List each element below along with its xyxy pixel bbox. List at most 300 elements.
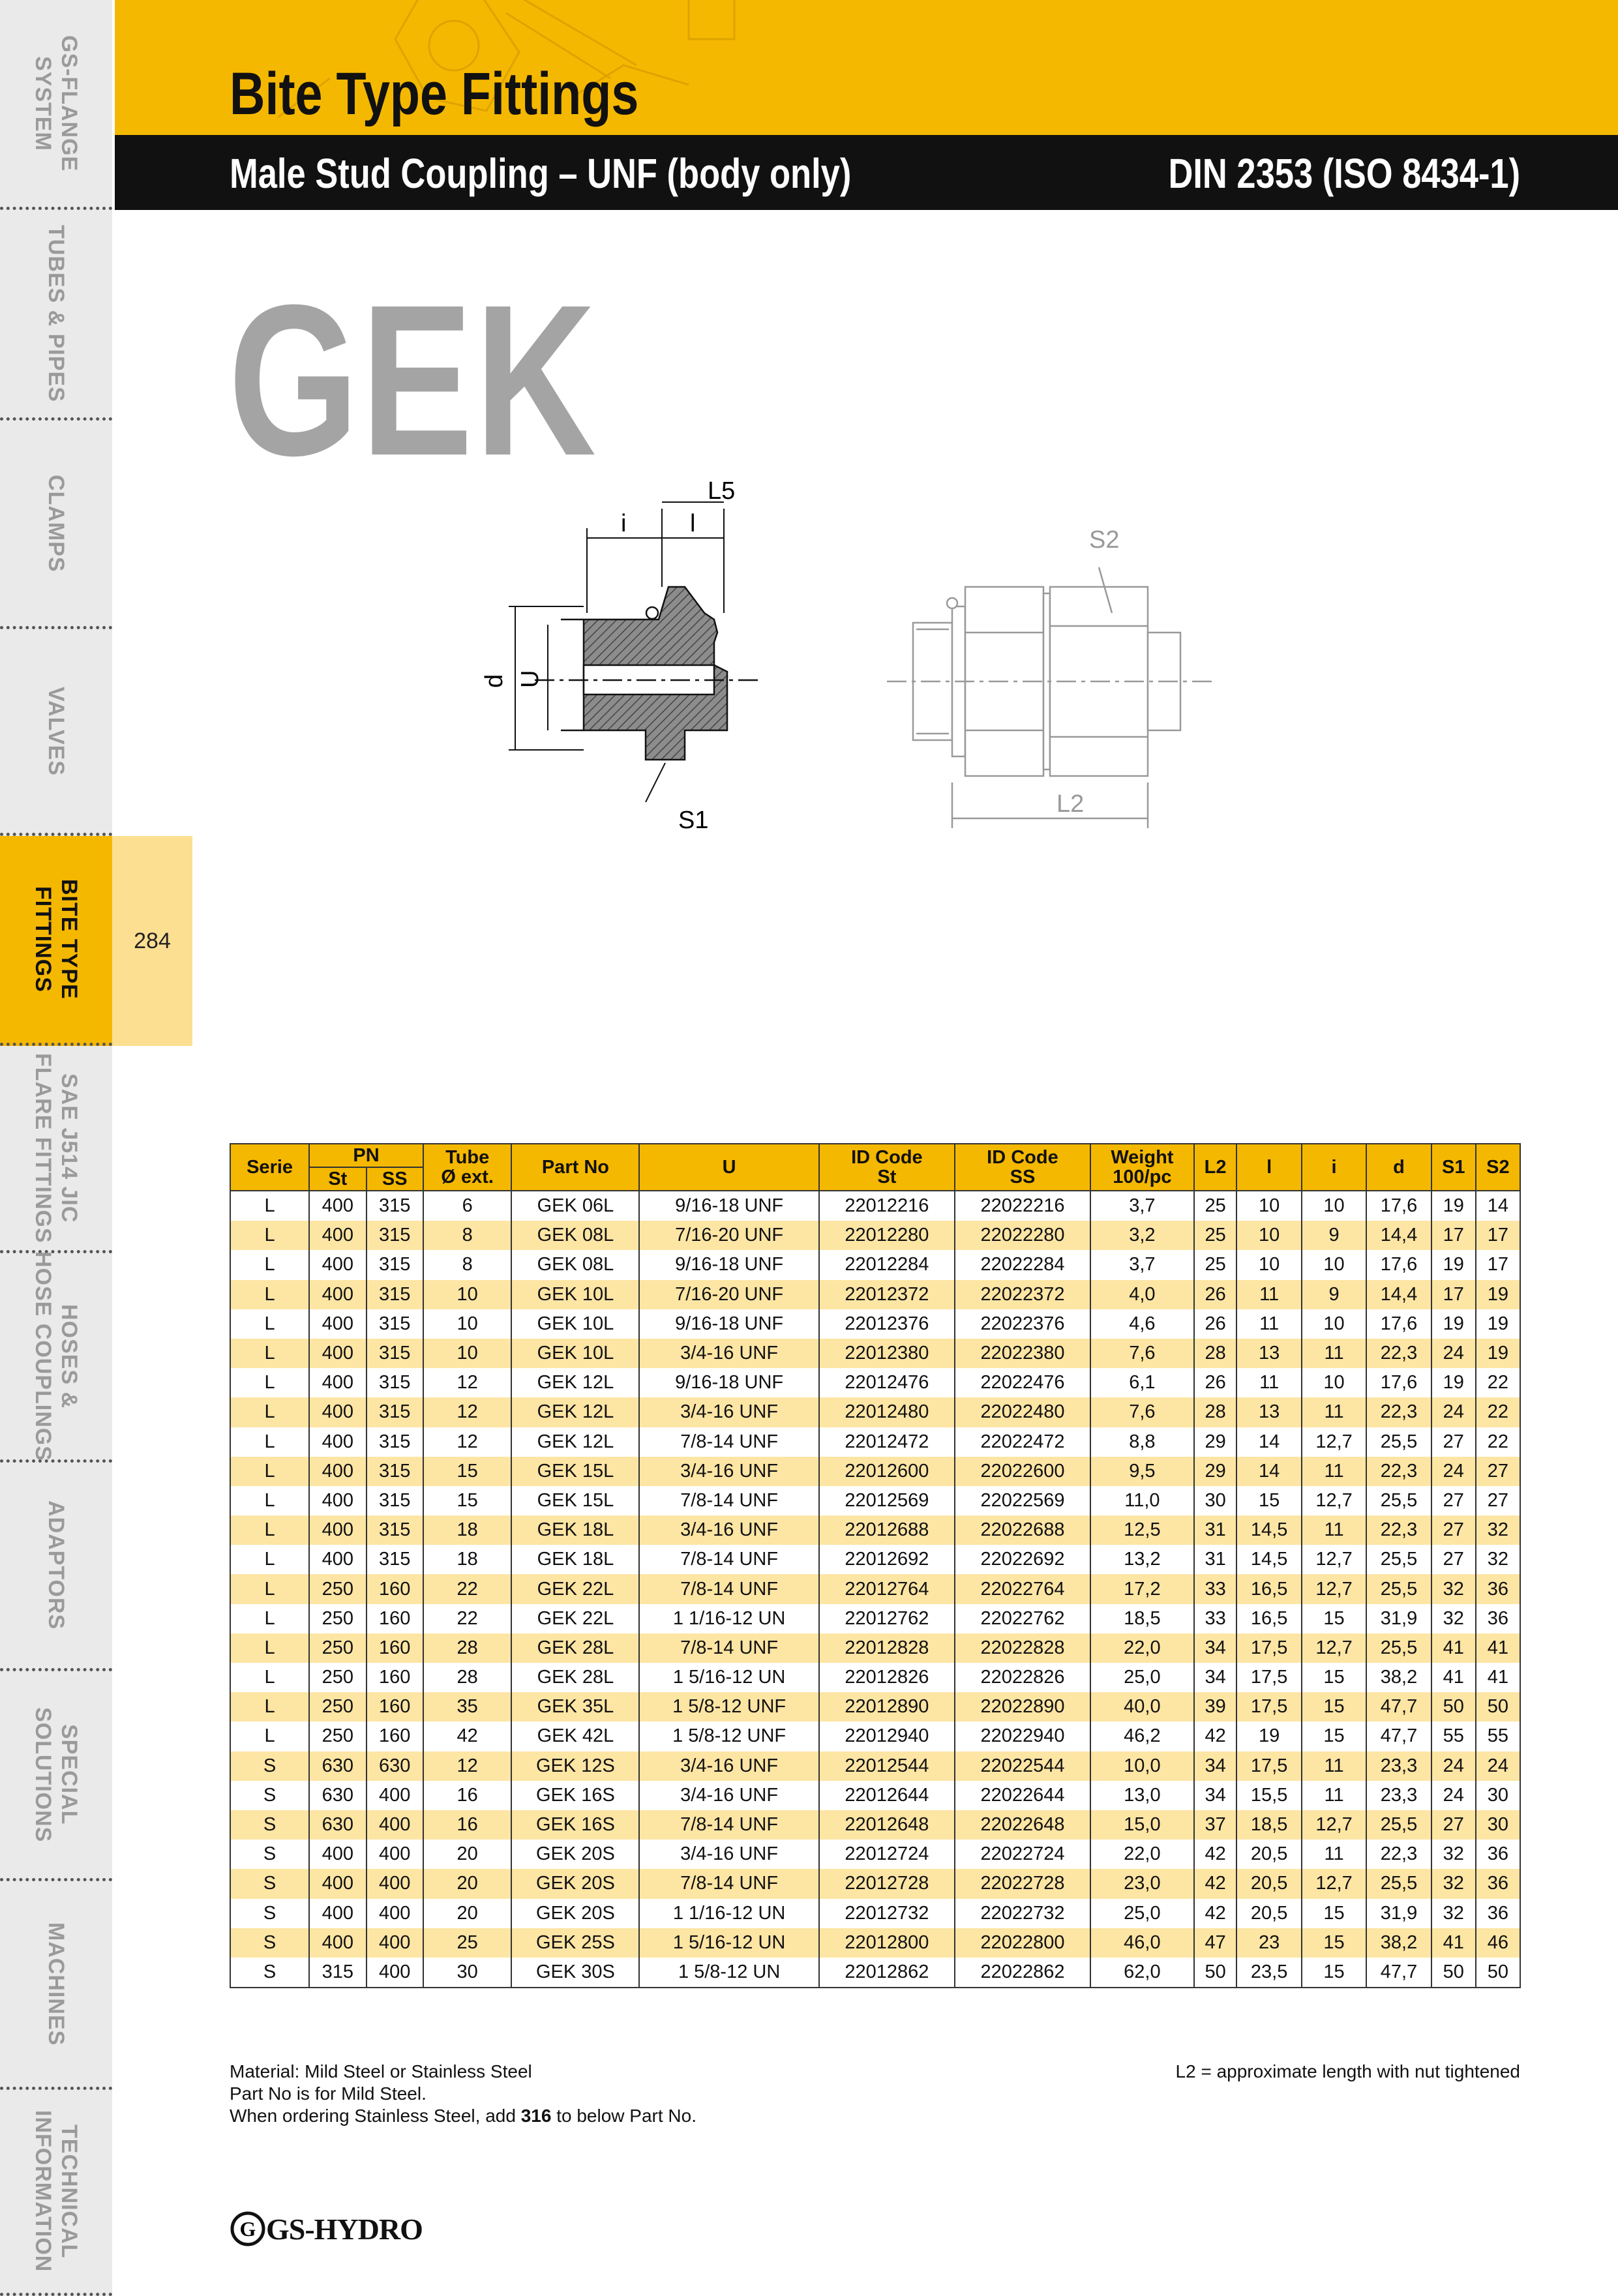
table-cell: 400 [309,1368,366,1397]
table-cell: 25,5 [1366,1486,1431,1515]
col-pn-st: St [309,1167,366,1191]
table-cell: 8,8 [1090,1427,1194,1457]
table-cell: 17,5 [1236,1692,1301,1722]
table-cell: 9,5 [1090,1457,1194,1486]
col-id-st: ID Code St [819,1144,955,1191]
sidebar-tab-label: BITE TYPE FITTINGS [31,879,82,1000]
table-cell: 42 [1194,1722,1237,1751]
table-cell: GEK 22L [511,1604,639,1633]
table-cell: 22012376 [819,1309,955,1339]
table-cell: 1 1/16-12 UN [639,1604,818,1633]
col-s1: S1 [1431,1144,1476,1191]
table-cell: 25,0 [1090,1899,1194,1928]
table-cell: 42 [423,1722,512,1751]
table-cell: 32 [1431,1574,1476,1603]
table-cell: 400 [309,1339,366,1368]
table-cell: 22012569 [819,1486,955,1515]
table-cell: 12 [423,1397,512,1427]
table-cell: 22022890 [955,1692,1090,1722]
page-subtitle: Male Stud Coupling – UNF (body only) [230,150,852,197]
table-cell: GEK 18L [511,1545,639,1574]
dim-label-i: i [621,510,627,537]
table-cell: 15 [1302,1899,1366,1928]
table-cell: 13 [1236,1339,1301,1368]
table-cell: 15,0 [1090,1810,1194,1840]
table-cell: 25,0 [1090,1663,1194,1692]
table-cell: 22012372 [819,1280,955,1309]
section-view [509,502,763,802]
table-cell: 17 [1431,1280,1476,1309]
table-cell: 22,3 [1366,1840,1431,1869]
note-stainless-code: 316 [520,2106,552,2126]
table-cell: 6 [423,1191,512,1221]
table-cell: 12 [423,1368,512,1397]
table-cell: 27 [1431,1810,1476,1840]
sidebar-tab[interactable] [0,1463,112,1671]
page-number: 284 [112,836,192,1046]
table-cell: 32 [1476,1545,1520,1574]
table-cell: 10,0 [1090,1752,1194,1781]
table-cell: 315 [367,1486,423,1515]
table-cell: 15 [1302,1604,1366,1633]
table-cell: 22012472 [819,1427,955,1457]
table-cell: L [230,1574,309,1603]
col-l: l [1236,1144,1301,1191]
table-cell: 22022569 [955,1486,1090,1515]
sidebar-tab[interactable] [0,210,112,421]
table-cell: 22022216 [955,1191,1090,1221]
table-cell: 62,0 [1090,1958,1194,1988]
table-cell: 17 [1476,1250,1520,1279]
table-cell: L [230,1309,309,1339]
table-cell: 400 [367,1781,423,1810]
table-cell: 250 [309,1722,366,1751]
table-cell: 36 [1476,1604,1520,1633]
table-cell: 22022764 [955,1574,1090,1603]
table-cell: 160 [367,1663,423,1692]
table-cell: 24 [1431,1397,1476,1427]
table-cell: 24 [1431,1752,1476,1781]
table-cell: 50 [1431,1958,1476,1988]
table-cell: 7/8-14 UNF [639,1574,818,1603]
table-cell: 12,5 [1090,1515,1194,1545]
table-cell: L [230,1339,309,1368]
table-cell: 400 [309,1309,366,1339]
col-tube: Tube Ø ext. [423,1144,512,1191]
table-row [230,1899,1520,1928]
sidebar-tab[interactable] [0,629,112,836]
col-s2: S2 [1476,1144,1520,1191]
table-cell: 160 [367,1604,423,1633]
table-cell: 27 [1476,1457,1520,1486]
table-cell: 25,5 [1366,1545,1431,1574]
table-cell: 22012724 [819,1840,955,1869]
table-cell: 315 [309,1958,366,1988]
table-cell: 32 [1476,1515,1520,1545]
table-cell: 8 [423,1221,512,1250]
table-cell: GEK 18L [511,1515,639,1545]
table-cell: 11 [1302,1781,1366,1810]
table-cell: 12,7 [1302,1633,1366,1663]
table-cell: 22012688 [819,1515,955,1545]
table-cell: 400 [309,1221,366,1250]
table-row [230,1663,1520,1692]
sidebar-tab[interactable] [0,421,112,629]
sidebar-tab-label: SPECIAL SOLUTIONS [31,1707,82,1843]
table-cell: 12,7 [1302,1869,1366,1898]
table-cell: 22022284 [955,1250,1090,1279]
table-cell: 19 [1431,1309,1476,1339]
table-cell: 35 [423,1692,512,1722]
table-cell: GEK 10L [511,1280,639,1309]
table-cell: 22,3 [1366,1515,1431,1545]
dim-label-l2: L2 [1056,790,1085,818]
table-cell: 46,0 [1090,1928,1194,1958]
table-row [230,1457,1520,1486]
table-cell: 22012216 [819,1191,955,1221]
table-cell: 34 [1194,1781,1237,1810]
table-row [230,1250,1520,1279]
table-cell: 22012828 [819,1633,955,1663]
table-cell: 3/4-16 UNF [639,1339,818,1368]
table-cell: GEK 08L [511,1250,639,1279]
table-cell: 14 [1236,1427,1301,1457]
table-cell: S [230,1899,309,1928]
table-cell: 22012284 [819,1250,955,1279]
assembly-view [887,567,1213,828]
table-cell: 400 [309,1899,366,1928]
table-cell: L [230,1545,309,1574]
table-row [230,1309,1520,1339]
table-cell: 18 [423,1515,512,1545]
sidebar-tab[interactable] [0,2090,112,2296]
table-cell: 400 [367,1810,423,1840]
table-row [230,1722,1520,1751]
table-row [230,1221,1520,1250]
table-cell: L [230,1397,309,1427]
dim-label-s2: S2 [1089,526,1120,554]
table-cell: 315 [367,1221,423,1250]
table-cell: 3/4-16 UNF [639,1397,818,1427]
sidebar-tab-label: TUBES & PIPES [44,225,68,402]
table-cell: 3/4-16 UNF [639,1457,818,1486]
table-cell: 18,5 [1236,1810,1301,1840]
table-cell: GEK 30S [511,1958,639,1988]
table-cell: 15 [423,1457,512,1486]
table-row [230,1427,1520,1457]
table-cell: GEK 28L [511,1633,639,1663]
table-cell: 47,7 [1366,1958,1431,1988]
table-cell: 12 [423,1752,512,1781]
table-cell: 315 [367,1457,423,1486]
table-cell: 36 [1476,1840,1520,1869]
table-cell: 630 [367,1752,423,1781]
table-cell: 400 [309,1457,366,1486]
table-cell: 22012764 [819,1574,955,1603]
table-cell: 11 [1236,1309,1301,1339]
table-cell: 315 [367,1545,423,1574]
table-cell: 16 [423,1781,512,1810]
table-cell: 15 [1236,1486,1301,1515]
table-cell: 22022280 [955,1221,1090,1250]
table-cell: 31 [1194,1545,1237,1574]
table-cell: 27 [1431,1515,1476,1545]
table-cell: 18 [423,1545,512,1574]
col-i: i [1302,1144,1366,1191]
table-cell: 400 [309,1280,366,1309]
table-row [230,1397,1520,1427]
sidebar-tab[interactable] [0,0,112,210]
table-cell: 16 [423,1810,512,1840]
table-cell: 29 [1194,1427,1237,1457]
sidebar-tab[interactable] [0,1881,112,2090]
table-cell: 19 [1431,1250,1476,1279]
sidebar-navigation [0,0,112,2296]
col-serie: Serie [230,1144,309,1191]
sidebar-tab-label: TECHNICAL INFORMATION [31,2110,82,2273]
table-row [230,1280,1520,1309]
table-cell: L [230,1692,309,1722]
table-cell: 22012692 [819,1545,955,1574]
table-cell: 28 [423,1663,512,1692]
table-cell: 34 [1194,1633,1237,1663]
table-cell: 30 [1476,1810,1520,1840]
table-row [230,1515,1520,1545]
table-row [230,1810,1520,1840]
table-cell: S [230,1752,309,1781]
table-cell: 34 [1194,1752,1237,1781]
note-stainless [230,2105,697,2127]
col-weight: Weight 100/pc [1090,1144,1194,1191]
table-cell: 315 [367,1280,423,1309]
table-cell: S [230,1840,309,1869]
table-cell: L [230,1633,309,1663]
gs-hydro-logo-icon [230,2211,266,2247]
table-row [230,1633,1520,1663]
table-cell: 7/8-14 UNF [639,1427,818,1457]
col-pn: PN [309,1144,423,1167]
table-cell: 10 [423,1309,512,1339]
table-cell: 29 [1194,1457,1237,1486]
table-cell: 25,5 [1366,1633,1431,1663]
table-cell: 22022688 [955,1515,1090,1545]
specification-table [230,1143,1521,1988]
table-cell: 22022732 [955,1899,1090,1928]
note-l2: L2 = approximate length with nut tightened [1175,2061,1520,2081]
table-row [230,1545,1520,1574]
table-row [230,1928,1520,1958]
header-banner [115,0,1618,135]
table-cell: 22,0 [1090,1633,1194,1663]
table-cell: 400 [309,1928,366,1958]
brand-logo [230,2211,423,2247]
table-cell: 11,0 [1090,1486,1194,1515]
table-cell: 28 [423,1633,512,1663]
table-cell: 10 [1236,1250,1301,1279]
table-cell: 22022648 [955,1810,1090,1840]
table-cell: 315 [367,1339,423,1368]
table-cell: 39 [1194,1692,1237,1722]
table-cell: GEK 16S [511,1781,639,1810]
table-cell: GEK 15L [511,1457,639,1486]
table-cell: 250 [309,1692,366,1722]
table-cell: 30 [423,1958,512,1988]
dim-label-l5: L5 [708,477,736,505]
table-cell: L [230,1221,309,1250]
table-cell: 23,3 [1366,1781,1431,1810]
table-cell: 41 [1476,1633,1520,1663]
table-cell: 17,2 [1090,1574,1194,1603]
table-cell: 10 [423,1339,512,1368]
sidebar-tab[interactable] [0,1253,112,1463]
table-cell: 26 [1194,1309,1237,1339]
table-cell: 22012280 [819,1221,955,1250]
table-cell: 50 [1194,1958,1237,1988]
table-cell: 36 [1476,1574,1520,1603]
table-cell: L [230,1368,309,1397]
table-cell: 13,0 [1090,1781,1194,1810]
table-row [230,1368,1520,1397]
table-cell: 22,3 [1366,1397,1431,1427]
technical-drawing [457,456,1278,861]
table-cell: 14,5 [1236,1545,1301,1574]
table-cell: 10 [1236,1191,1301,1221]
table-cell: GEK 15L [511,1486,639,1515]
table-cell: GEK 25S [511,1928,639,1958]
standard-reference: DIN 2353 (ISO 8434-1) [1168,150,1520,197]
table-row [230,1781,1520,1810]
table-cell: 9/16-18 UNF [639,1368,818,1397]
table-cell: 16,5 [1236,1574,1301,1603]
table-cell: 42 [1194,1869,1237,1898]
table-cell: 3/4-16 UNF [639,1515,818,1545]
table-cell: 14,4 [1366,1280,1431,1309]
table-cell: 3/4-16 UNF [639,1752,818,1781]
table-cell: GEK 20S [511,1899,639,1928]
table-cell: 20,5 [1236,1869,1301,1898]
table-cell: 23,0 [1090,1869,1194,1898]
table-cell: 22012544 [819,1752,955,1781]
table-cell: 42 [1194,1840,1237,1869]
sidebar-tab[interactable] [0,1046,112,1253]
table-cell: S [230,1810,309,1840]
table-cell: 22 [1476,1397,1520,1427]
table-cell: 12,7 [1302,1574,1366,1603]
table-cell: 11 [1236,1368,1301,1397]
table-cell: 400 [367,1869,423,1898]
sidebar-tab-label: MACHINES [44,1922,68,2046]
table-cell: 250 [309,1663,366,1692]
table-cell: 25,5 [1366,1869,1431,1898]
table-cell: 22022692 [955,1545,1090,1574]
table-cell: 25,5 [1366,1574,1431,1603]
table-cell: 20 [423,1899,512,1928]
table-cell: 4,6 [1090,1309,1194,1339]
table-cell: 24 [1431,1781,1476,1810]
table-cell: 9/16-18 UNF [639,1309,818,1339]
table-cell: 14 [1476,1191,1520,1221]
table-cell: 12,7 [1302,1810,1366,1840]
table-cell: 315 [367,1368,423,1397]
table-cell: 22022862 [955,1958,1090,1988]
table-cell: 160 [367,1722,423,1751]
table-cell: 26 [1194,1280,1237,1309]
table-cell: 16,5 [1236,1604,1301,1633]
table-cell: 160 [367,1574,423,1603]
table-cell: GEK 28L [511,1663,639,1692]
table-cell: 7,6 [1090,1397,1194,1427]
table-cell: 22,3 [1366,1339,1431,1368]
table-cell: 3/4-16 UNF [639,1840,818,1869]
sidebar-tab-label: SAE J514 JIC FLARE FITTINGS [31,1052,82,1244]
col-l2: L2 [1194,1144,1237,1191]
table-cell: 400 [309,1840,366,1869]
table-cell: 10 [423,1280,512,1309]
brand-name: GS-HYDRO [266,2212,423,2246]
table-cell: 22012940 [819,1722,955,1751]
table-row [230,1604,1520,1633]
sidebar-tab[interactable] [0,1671,112,1881]
table-cell: 17,6 [1366,1368,1431,1397]
table-cell: 400 [309,1515,366,1545]
table-cell: GEK 16S [511,1810,639,1840]
table-cell: 22022826 [955,1663,1090,1692]
sidebar-tab[interactable] [0,836,112,1046]
table-cell: 315 [367,1427,423,1457]
table-cell: 11 [1302,1397,1366,1427]
table-cell: 11 [1302,1840,1366,1869]
page-title: Bite Type Fittings [230,61,639,127]
table-cell: 42 [1194,1899,1237,1928]
table-cell: 33 [1194,1574,1237,1603]
table-cell: GEK 10L [511,1339,639,1368]
table-cell: 315 [367,1309,423,1339]
table-cell: 22012476 [819,1368,955,1397]
table-cell: 7/8-14 UNF [639,1486,818,1515]
col-u: U [639,1144,818,1191]
table-cell: 22022480 [955,1397,1090,1427]
table-cell: 10 [1302,1368,1366,1397]
table-cell: 22022644 [955,1781,1090,1810]
table-cell: 400 [367,1928,423,1958]
table-cell: 1 5/8-12 UNF [639,1692,818,1722]
table-cell: 7/8-14 UNF [639,1633,818,1663]
table-cell: 34 [1194,1663,1237,1692]
table-cell: S [230,1958,309,1988]
table-cell: 12,7 [1302,1545,1366,1574]
table-cell: 22,0 [1090,1840,1194,1869]
dim-label-d: d [481,674,508,688]
table-cell: 19 [1431,1368,1476,1397]
table-cell: 250 [309,1633,366,1663]
table-cell: 15 [1302,1928,1366,1958]
table-cell: 23,5 [1236,1958,1301,1988]
table-cell: 10 [1302,1309,1366,1339]
table-cell: 15,5 [1236,1781,1301,1810]
table-cell: 7/8-14 UNF [639,1545,818,1574]
table-cell: 36 [1476,1899,1520,1928]
table-cell: 400 [309,1397,366,1427]
table-cell: 22012826 [819,1663,955,1692]
table-cell: 25,5 [1366,1810,1431,1840]
table-cell: 22022376 [955,1309,1090,1339]
table-cell: 18,5 [1090,1604,1194,1633]
table-cell: L [230,1515,309,1545]
col-id-ss: ID Code SS [955,1144,1090,1191]
table-cell: 24 [1431,1457,1476,1486]
table-cell: 22012762 [819,1604,955,1633]
table-cell: GEK 08L [511,1221,639,1250]
